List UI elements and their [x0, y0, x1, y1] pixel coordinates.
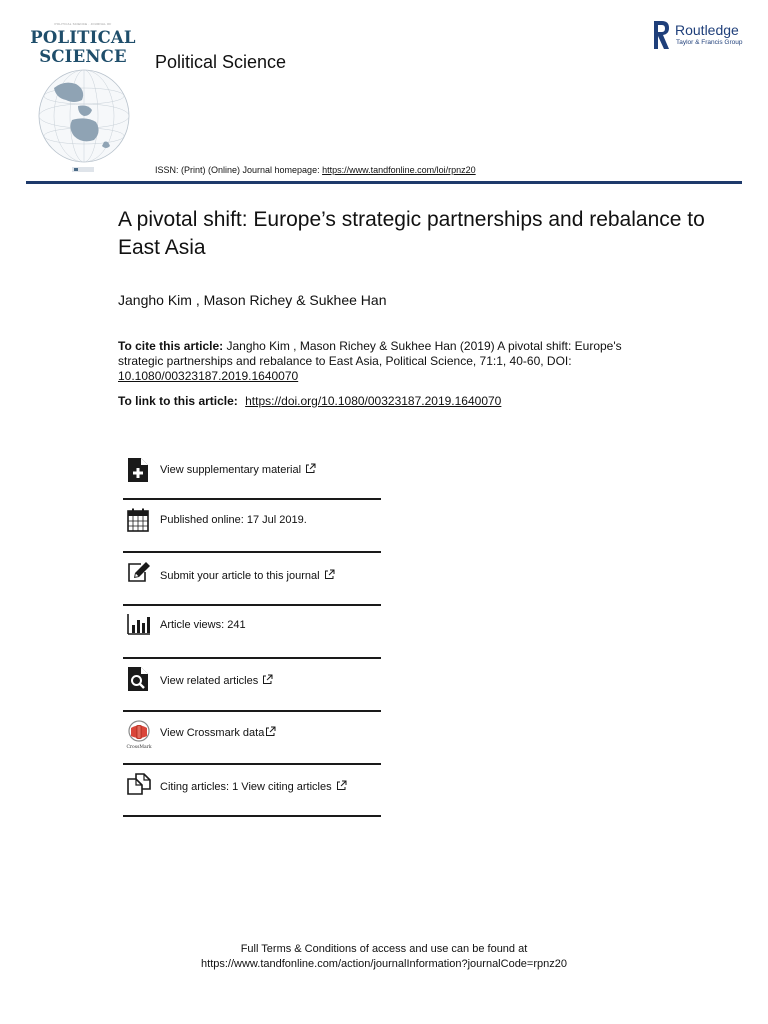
citation-block [118, 339, 648, 384]
info-divider [123, 657, 381, 659]
info-divider [123, 763, 381, 765]
article-link-line [118, 394, 501, 408]
publisher-subtitle: Taylor & Francis Group [676, 39, 743, 46]
logo-small-text: POLITICAL SCIENCE · JOURNAL OF [54, 22, 112, 26]
cite-label: To cite this article: [118, 339, 224, 353]
routledge-r-icon [652, 20, 670, 50]
external-link-icon [262, 674, 273, 685]
submit-article-label: Submit your article to this journal [160, 570, 320, 582]
publisher-name: Routledge [675, 22, 739, 38]
submit-article-item[interactable] [123, 560, 381, 590]
crossmark-icon [126, 720, 152, 750]
journal-logo [28, 22, 138, 172]
issn-line [155, 165, 476, 175]
citing-articles-icon [127, 773, 151, 795]
external-link-icon [336, 780, 347, 791]
info-divider [123, 551, 381, 553]
edit-icon [127, 561, 151, 583]
calendar-icon [127, 508, 149, 532]
cite-doi-link[interactable]: 10.1080/00323187.2019.1640070 [118, 369, 299, 383]
footer-terms-text: Full Terms & Conditions of access and use can be found at [240, 943, 528, 955]
info-label [160, 780, 347, 793]
journal-name[interactable]: Political Science [155, 52, 287, 72]
info-divider [123, 815, 381, 817]
globe-icon [34, 66, 134, 170]
related-articles-label: View related articles [160, 675, 259, 687]
citing-articles-label: Citing articles: 1 View citing articles [160, 781, 332, 793]
article-doi-link[interactable]: https://doi.org/10.1080/00323187.2019.1640070 [245, 394, 502, 408]
article-title: A pivotal shift: Europe’s strategic partnerships and rebalance to East Asia [118, 208, 705, 259]
external-link-icon [305, 463, 316, 474]
info-label [160, 674, 273, 687]
crossmark-label: View Crossmark data [160, 727, 265, 739]
published-online-item [123, 506, 381, 536]
article-views-item [123, 612, 381, 642]
article-authors: Jangho Kim , Mason Richey & Sukhee Han [118, 292, 387, 308]
bar-chart-icon [127, 613, 151, 635]
citing-articles-item[interactable] [123, 771, 381, 801]
header-divider [26, 181, 742, 184]
search-document-icon [127, 666, 149, 692]
supplementary-label: View supplementary material [160, 464, 302, 476]
external-link-icon [324, 569, 335, 580]
info-divider [123, 498, 381, 500]
related-articles-item[interactable] [123, 665, 381, 695]
publisher-badge-icon [72, 167, 94, 172]
journal-homepage-link[interactable]: https://www.tandfonline.com/loi/rpnz20 [322, 165, 476, 175]
info-label [160, 726, 276, 739]
cite-text: Jangho Kim , Mason Richey & Sukhee Han (2019) A pivotal shift: Europe's strategic partnerships and rebalance to East Asia, Political Science, 71:1, 40-60, DOI: [118, 339, 622, 368]
external-link-icon [265, 726, 276, 737]
logo-title-line1: POLITICAL [30, 28, 136, 47]
info-divider [123, 604, 381, 606]
link-label: To link to this article: [118, 394, 242, 408]
svg-text:CrossMark: CrossMark [126, 745, 152, 750]
logo-title-line2: SCIENCE [39, 47, 127, 66]
issn-text: ISSN: (Print) (Online) Journal homepage: [155, 165, 323, 175]
supplementary-icon [127, 457, 149, 483]
info-label [160, 463, 316, 476]
footer-terms-link[interactable]: https://www.tandfonline.com/action/journalInformation?journalCode=rpnz20 [201, 958, 567, 970]
article-views-label: Article views: 241 [160, 619, 246, 631]
info-divider [123, 710, 381, 712]
publisher-logo[interactable] [652, 20, 752, 52]
crossmark-item[interactable] [123, 718, 381, 750]
footer [0, 942, 768, 972]
info-label [160, 569, 335, 582]
published-online-label: Published online: 17 Jul 2019. [160, 514, 307, 526]
supplementary-material-item[interactable] [123, 455, 381, 485]
